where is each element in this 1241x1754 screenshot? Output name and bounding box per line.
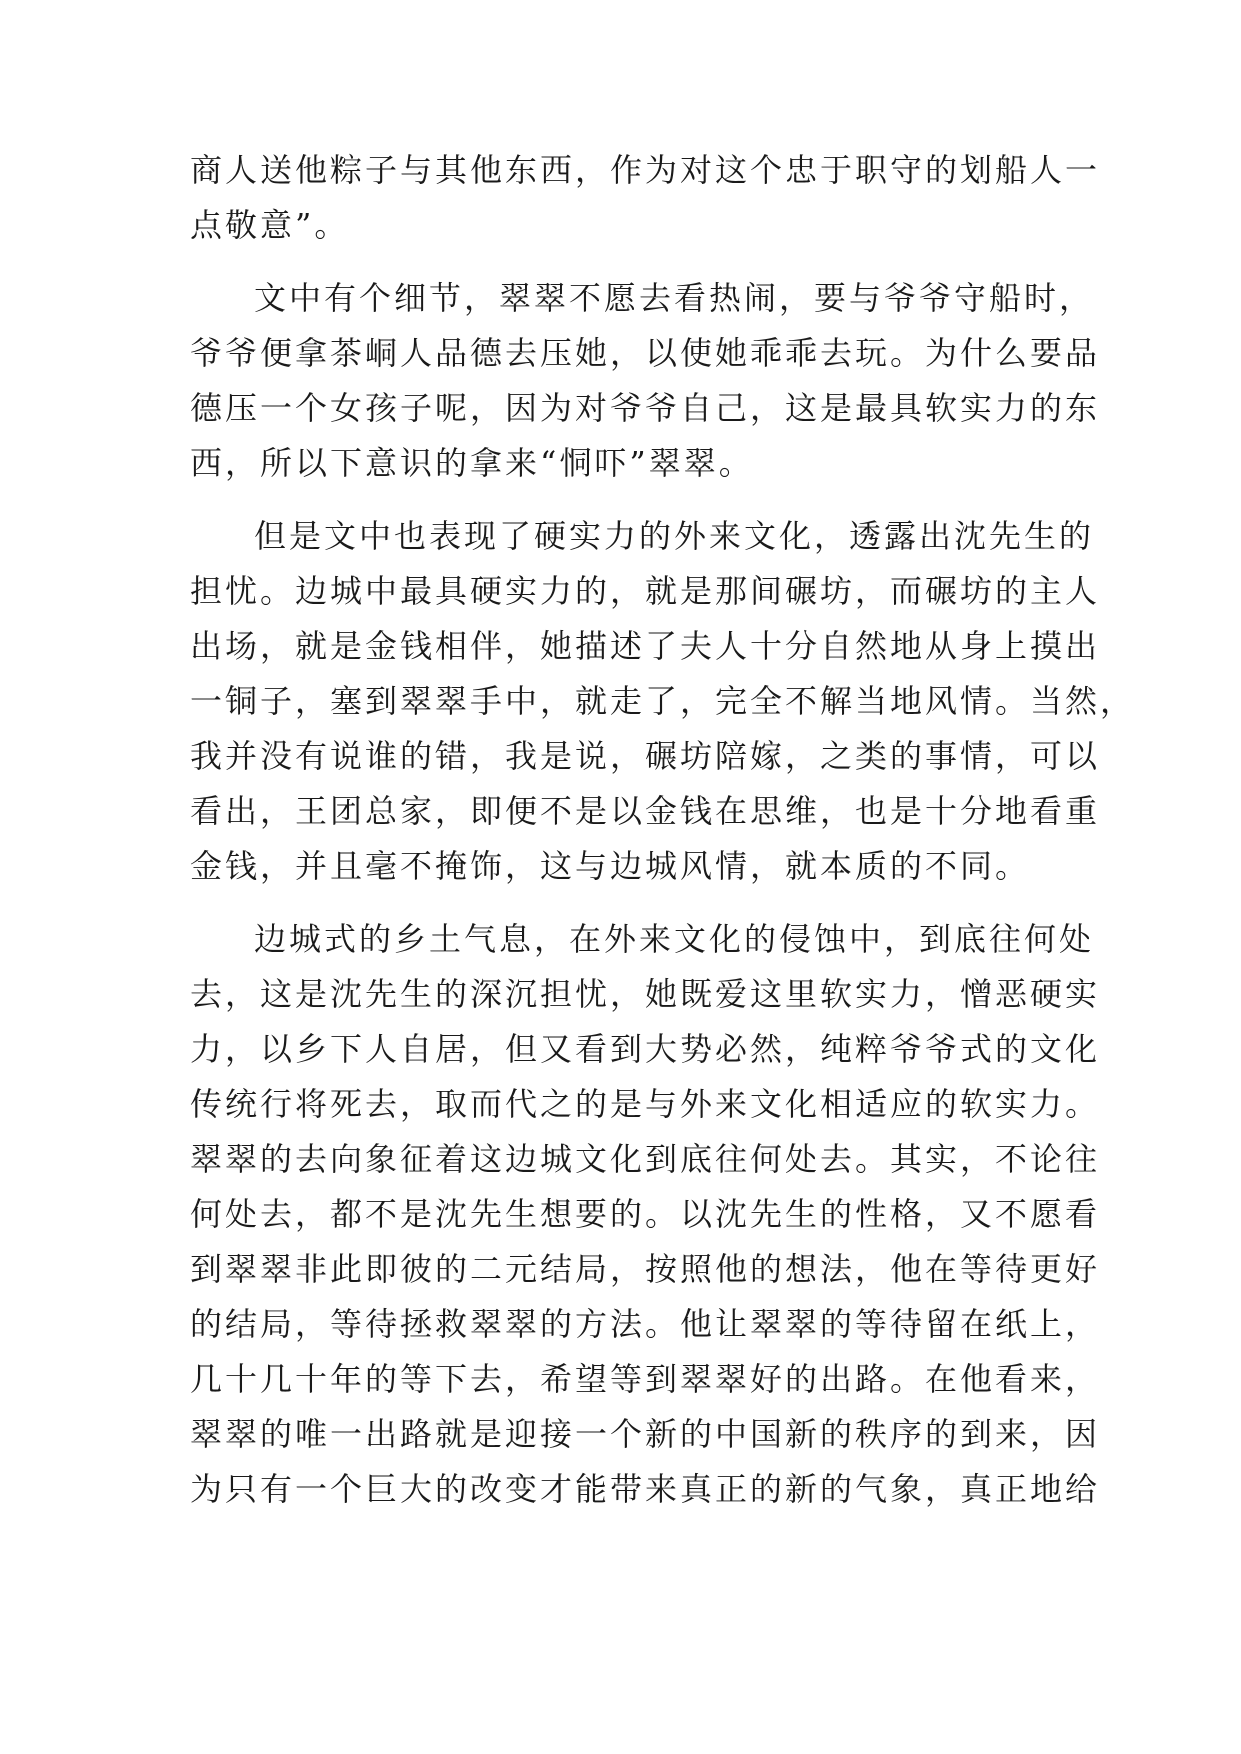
text-line: 的结局，等待拯救翠翠的方法。他让翠翠的等待留在纸上， [190, 1305, 1101, 1343]
text-line: 传统行将死去，取而代之的是与外来文化相适应的软实力。 [190, 1085, 1101, 1123]
text-line: 点敬意”。 [190, 206, 350, 244]
paragraph-first-line: 文中有个细节，翠翠不愿去看热闹，要与爷爷守船时， [254, 279, 1095, 317]
text-line: 力，以乡下人自居，但又看到大势必然，纯粹爷爷式的文化 [190, 1030, 1101, 1068]
text-line: 去，这是沈先生的深沉担忧，她既爱这里软实力，憎恶硬实 [190, 975, 1101, 1013]
text-line: 几十几十年的等下去，希望等到翠翠好的出路。在他看来， [190, 1360, 1101, 1398]
text-line: 金钱，并且毫不掩饰，这与边城风情，就本质的不同。 [190, 847, 1031, 885]
text-line: 出场，就是金钱相伴，她描述了夫人十分自然地从身上摸出 [190, 627, 1101, 665]
text-line: 为只有一个巨大的改变才能带来真正的新的气象，真正地给 [190, 1470, 1101, 1508]
text-line: 到翠翠非此即彼的二元结局，按照他的想法，他在等待更好 [190, 1250, 1101, 1288]
text-line: 担忧。边城中最具硬实力的，就是那间碾坊，而碾坊的主人 [190, 572, 1101, 610]
text-line: 何处去，都不是沈先生想要的。以沈先生的性格，又不愿看 [190, 1195, 1101, 1233]
paragraph-first-line: 但是文中也表现了硬实力的外来文化，透露出沈先生的 [254, 517, 1095, 555]
text-line: 我并没有说谁的错，我是说，碾坊陪嫁，之类的事情，可以 [190, 737, 1101, 775]
paragraph-first-line: 边城式的乡土气息，在外来文化的侵蚀中，到底往何处 [254, 920, 1095, 958]
text-line: 看出，王团总家，即便不是以金钱在思维，也是十分地看重 [190, 792, 1101, 830]
text-line: 爷爷便拿茶峒人品德去压她，以使她乖乖去玩。为什么要品 [190, 334, 1101, 372]
text-line: 翠翠的去向象征着这边城文化到底往何处去。其实，不论往 [190, 1140, 1101, 1178]
text-line: 商人送他粽子与其他东西，作为对这个忠于职守的划船人一 [190, 151, 1101, 189]
text-line: 德压一个女孩子呢，因为对爷爷自己，这是最具软实力的东 [190, 389, 1101, 427]
text-line: 一铜子，塞到翠翠手中，就走了，完全不解当地风情。当然， [190, 682, 1136, 720]
text-line: 西，所以下意识的拿来“恫吓”翠翠。 [190, 444, 754, 482]
text-line: 翠翠的唯一出路就是迎接一个新的中国新的秩序的到来，因 [190, 1415, 1101, 1453]
